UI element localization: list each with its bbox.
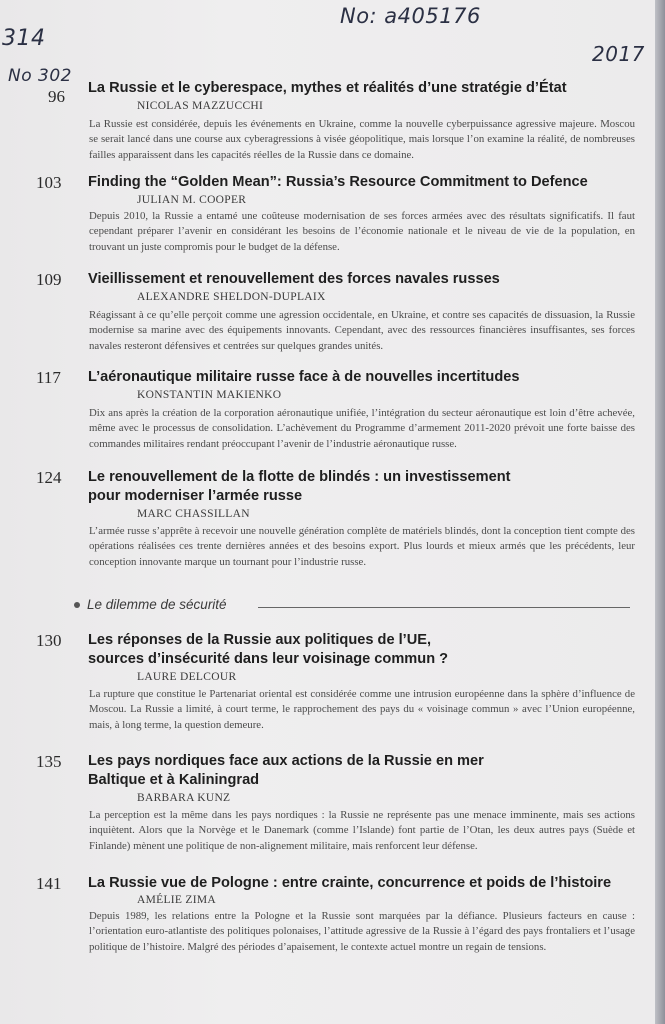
article-author: KONSTANTIN MAKIENKO [137,389,282,401]
handwritten-year: 2017 [592,42,645,66]
article-title: Vieillissement et renouvellement des forces navales russes [88,271,500,287]
article-author: AMÉLIE ZIMA [137,894,216,906]
article-summary: Dix ans après la création de la corporation aéronautique unifiée, l’intégration du secteur aéronautique est loin d’être achevée, même avec le processus de consolidation. L’achèvement du Programme d’armement 2011-2020 prévoit une forte baisse des commandes militaires rendant préoccupant l’avenir de l’industrie aéronautique russe. [89,407,635,450]
article-summary: La rupture que constitue le Partenariat oriental est considérée comme une intrusion européenne dans la sphère d’influence de Moscou. La Russie a limité, à court terme, le rapprochement des pays du « voisinage commun » avec l’Union européenne, mais, à long terme, la question demeure. [89,688,635,731]
article-title: La Russie et le cyberespace, mythes et réalités d’une stratégie d’État [88,80,567,96]
article-summary: L’armée russe s’apprête à recevoir une nouvelle génération complète de matériels blindés, dont la conception tient compte des opérations réalisées ces trente dernières années et des besoins export. Plus lourds et mieux armés que les précédents, leur conception innovante marque un tournant pour l’industrie russe. [89,525,635,568]
article-title: Le renouvellement de la flotte de blindés : un investissement pour moderniser l’armée russe [88,469,511,504]
article-title: Finding the “Golden Mean”: Russia’s Resource Commitment to Defence [88,174,588,190]
article-summary: Depuis 1989, les relations entre la Pologne et la Russie sont marquées par la défiance. Plusieurs facteurs en cause : l’orientation euro-atlantiste des politiques polonaises, l’attitude agressive de la Russie à l’égard des pays frontaliers et l’usage politique de l’histoire. Malgré des périodes d’apaisement, le contexte actuel montre un regain de tensions. [89,910,635,953]
article-title: Les pays nordiques face aux actions de la Russie en mer Baltique et à Kaliningrad [88,753,484,788]
page-number: 117 [36,368,61,387]
page-number: 96 [48,87,65,106]
article-summary: La Russie est considérée, depuis les événements en Ukraine, comme la nouvelle cyberpuissance agressive majeure. Moscou se serait lancé dans une course aux cyberagressions à visée géopolitique, mais lorsque l’on examine la réalité, de nombreuses failles apparaissent dans les capacités réelles de la Russie dans ce domaine. [89,118,635,161]
handwritten-reference-number: No: a405176 [340,4,481,28]
page-number: 141 [36,874,62,893]
article-summary: Depuis 2010, la Russie a entamé une coûteuse modernisation de ses forces armées avec des résultats significatifs. Il faut cependant préparer l’avenir en considérant les besoins de l’économie nationale et le niveau de vie de la population, en trouvant un juste compromis pour le budget de la défense. [89,210,635,253]
bullet-icon [74,602,80,608]
section-divider [74,597,634,617]
article-author: NICOLAS MAZZUCCHI [137,100,264,112]
article-summary: Réagissant à ce qu’elle perçoit comme une agression occidentale, en Ukraine, et contre ses capacités de dissuasion, la Russie modernise sa marine avec des équipements innovants. Cependant, avec des ressources financières insuffisantes, ses forces navales resteront défensives et centrées sur quelques grandes unités. [89,309,635,352]
page-number: 130 [36,631,62,650]
page-number: 135 [36,752,62,771]
page-number: 109 [36,270,62,289]
page-number: 103 [36,173,62,192]
handwritten-item-number: No 302 [8,66,72,86]
article-author: MARC CHASSILLAN [137,508,250,520]
article-title: L’aéronautique militaire russe face à de nouvelles incertitudes [88,369,520,385]
article-author: BARBARA KUNZ [137,792,231,804]
handwritten-page-mark: 314 [2,26,46,51]
article-author: LAURE DELCOUR [137,671,237,683]
article-title: Les réponses de la Russie aux politiques de l’UE, sources d’insécurité dans leur voisinage commun ? [88,632,449,667]
section-title: Le dilemme de sécurité [87,597,227,612]
article-author: JULIAN M. COOPER [137,194,247,206]
book-spine-edge [655,0,665,1024]
section-rule [258,607,630,608]
article-title: La Russie vue de Pologne : entre crainte, concurrence et poids de l’histoire [88,875,612,891]
article-author: ALEXANDRE SHELDON-DUPLAIX [137,291,326,303]
article-summary: La perception est la même dans les pays nordiques : la Russie ne représente pas une menace imminente, mais ses actions inquiètent. Alors que la Norvège et le Danemark (comme l’Islande) font partie de l’Otan, les deux autres pays (Suède et Finlande) mènent une politique de non-alignement militaire, mais renforcent leur défense. [89,809,635,852]
page-number: 124 [36,468,62,487]
